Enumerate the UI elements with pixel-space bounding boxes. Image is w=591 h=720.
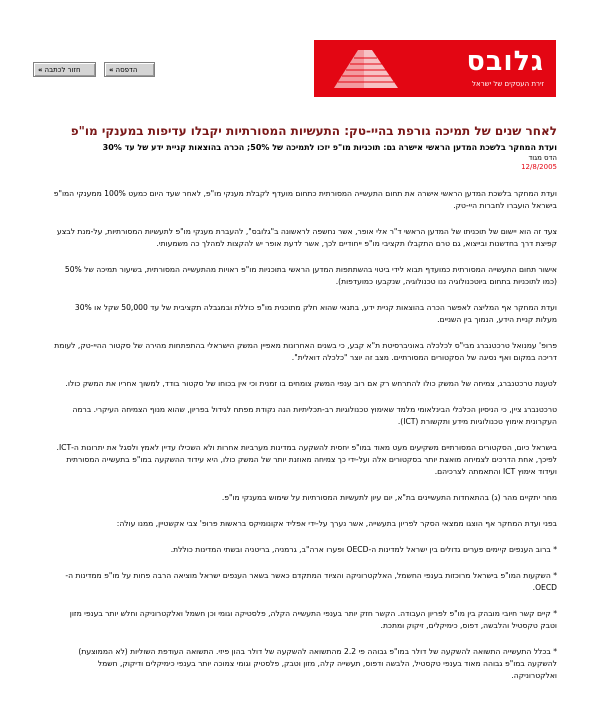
- article-subhead: ועדת המחקר בלשכת המדען הראשי אישרה גם: תוכניות מו"פ יזכו לתמיכה של 50%; הכרה בהוצאות קניית ידע של עד 30%: [102, 143, 557, 152]
- article-paragraph: ועדת המחקר אף המליצה לאפשר הכרה בהוצאות קניית ידע, בתנאי שהוא חלק מתוכנית מו"פ כוללת ובמגבלה תקציבית של עד 50,000 שקל או 30% מעלות קניית הידע, הנמוך בין השניים.: [74, 303, 557, 324]
- article-paragraph: * קיים קשר חיובי מובהק בין מו"פ לפריון העבודה. הקשר חזק יותר בענפי התעשייה הקלה, פלסטיקה וגומי וכן חשמל ואלקטרוניקה וחלש יותר בענפי מזון וטבק טקסטיל והלבשה, דפוס, כימיקלים, זיקוק ומתכת.: [69, 609, 557, 630]
- article-headline: לאחר שנים של תמיכה גורפת בהיי-טק: התעשיות המסורתיות יקבלו עדיפות במענקי מו"פ: [70, 124, 557, 138]
- logo-brand-text: גלובס: [466, 46, 544, 77]
- article-paragraph: * ברוב הענפים קיימים פערים גדולים בין ישראל למדינות ה-OECD ופערו ארה"ב, גרמניה, בריטניה ובשתי המדינות כוללת.: [170, 545, 557, 554]
- article-paragraph: פרופ' עמנואל טרכטנברג מבי"ס לכלכלה באוניברסיטת ת"א קבע, כי בשנים האחרונות מאפיין המשק הישראלי בהתפתחות מהירה של סקטור ההיי-טק, לעומת דריכה במקום ואף נסיגה של הסקטורים המסורתיים. מצב זה יוצר "כלכלה דואלית".: [54, 341, 557, 362]
- article-body: [52, 188, 557, 682]
- globes-logo[interactable]: [314, 40, 556, 97]
- article-paragraph: מחר יתקיים מהר (ג) בהתאחדות התעשיינים בת"א, יום עיון לתעשיות המסורתיות על שימוש במענקי מו"פ.: [221, 493, 557, 502]
- building-graphic-icon: [328, 44, 406, 88]
- double-chevron-left-icon: «: [38, 65, 42, 74]
- back-to-article-label: חזור לכתבה: [44, 65, 81, 74]
- article-paragraph: טרכטנברג ציין, כי הניסיון הכלכלי הבינלאומי מלמד שאימוץ טכנולוגיות רב-תכליתיות הנה נקודת מפתח לגידול בפריון, שהוא מנוף הצמיחה העיקרי. ברמה העקרונית אימוץ טכנולוגיות מידע ותקשורת (ICT).: [72, 405, 557, 426]
- double-chevron-left-icon: «: [109, 65, 113, 74]
- article-byline: הדס מגוד: [528, 154, 557, 162]
- article: [52, 124, 557, 696]
- article-paragraph: אישור תחום התעשייה המסורתית כמועדף תבוא לידי ביטוי בהשתתפות המדען הראשי בתוכניות מו"פ ראויות מהתעשייה המסורתית, בשיעור תמיכה של 50% (כמו לתוכניות בתחום ביוטכנולוגיה ננו טכנולוגיה, שנקבעו כמועדפות).: [64, 265, 557, 286]
- toolbar: [33, 62, 155, 77]
- article-paragraph: לטענת טרכטנברג, צמיחה של המשק כולו להתרחש רק אם רוב ענפי המשק צומחים בו זמנית וכי אין בכוחו של סקטור בודד, למשוך אחריו את המשק כולו.: [65, 379, 557, 388]
- article-date: 12/8/2005: [521, 163, 557, 171]
- article-paragraph: * בכלל התעשייה התשואה להשקעה של דולר במו"פ גבוהה פי 2.2 מהתשואה להשקעה של דולר בהון פיזי. התשואה העודפת השוליות (לא הממוצעת) להשקעה במו"פ גבוהה מאוד בענפי טקסטיל, הלבשה ודפוס, תעשייה קלה, מזון וטבק, פלסטיק וגומי צמוכה יותר בענפי כימיקלים ודיקוק, חשמל ואלקטרוניקה.: [78, 647, 557, 680]
- article-paragraph: * השקעות המו"פ בישראל מרוכזות בענפי החשמל, האלקטרוניקה והציוד המתקדם כאשר בשאר הענפים ישראל מוציאה הרבה פחות על מו"פ ממדינות ה-OECD.: [65, 571, 557, 592]
- print-label: הדפסה: [115, 65, 138, 74]
- article-paragraph: ועדת המחקר בלשכת המדען הראשי אישרה את תחום התעשייה המסורתית כתחום מועדף לקבלת מענקי מו"פ, לאחר שעד היום כמעט 100% ממענקי המו"פ בישראל הועברו לחברות היי-טק.: [53, 189, 557, 210]
- back-to-article-button[interactable]: [33, 62, 96, 77]
- print-button[interactable]: [104, 62, 155, 77]
- logo-tagline: זירת העסקים של ישראל: [472, 80, 544, 88]
- article-paragraph: בפני ועדת המחקר אף הוצגו ממצאי הסקר לפריון בתעשייה, אשר נערך על-ידי אפליד אקונומיקס בראשות פרופ' צבי אקשטיין, ממנו עולה:: [116, 519, 557, 528]
- article-paragraph: בישראל כיום, הסקטורים המסורתיים משקיעים מעט מאוד במו"פ יחסית להשקעה במדינות מערביות אחרות ולא השכילו עדיין לאמץ ולסגל את יתרונות ה-ICT. לפיכך, אחת הדרכים לצמיחה מואצת יותר בסקטורים אלה ועל-ידי כך צמיחה מאוזנת יותר של המשק כולו, היא עידוד ההשקעה במו"פ בתעשייה המסורתית ועידוד אימוץ ICT והתאמתה לצרכיהם.: [56, 443, 557, 476]
- article-paragraph: צעד זה הוא יישום של תוכניתו של המדען הראשי ד"ר אלי אופר, אשר נחשפה לראשונה ב"גלובס", להעברת מענקי מו"פ לתעשיות המסורתיות, על-מנת לבצע קפיצת דרך בחדשנות ובייצוא, גם טרם התקבלו תקציבי מו"פ ייחודיים לכך, אשר לדעת אופר יש להקצות למהלך כה משמעותי.: [57, 227, 557, 248]
